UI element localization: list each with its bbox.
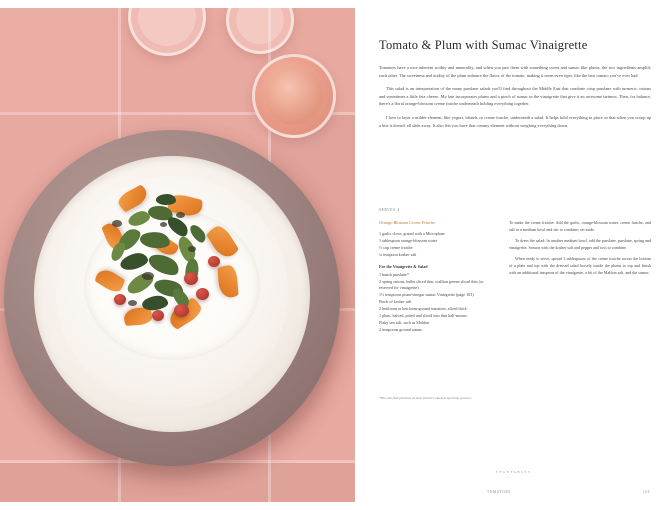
running-head: TOMATOES xyxy=(487,490,511,494)
intro-paragraph: Tomatoes have a nice inherent acidity and minerality, and when you pair them with something sweet and sumac like plums, the two ingredients amplify each other. The sweetness and acidity of the plum enhance the flavor of the tomato, making it seem even riper, like the best tomato you've ever had. xyxy=(379,65,651,78)
footnote: *You can find purslane at most farmers markets specialty grocers. xyxy=(379,396,472,400)
ingredient-item: 1 garlic clove, grated with a Microplane xyxy=(379,231,445,236)
wine-glass-inner xyxy=(138,8,196,46)
plate-well xyxy=(56,176,288,408)
intro-paragraph: This salad is an interpretation of the many purslane salads you'll find throughout the Middle East that combine crisp purslane with turmeric, onions and sometimes a little feta cheese. My late incorporates plums and a pinch of sumac in the vinaigrette that give it an awesome tartness. Then, for balance, there's a floral orange-blossom creme fraiche underneath holding everything together. xyxy=(379,86,651,107)
ingredient-item: Pinch of kosher salt xyxy=(379,299,412,305)
ingredients-column xyxy=(379,220,495,334)
method-column xyxy=(509,220,651,334)
sumac-sprinkle xyxy=(112,220,122,227)
cherry-tomato xyxy=(184,272,198,285)
ingredients-list-secondary xyxy=(379,272,495,333)
rose-wine-inner xyxy=(265,67,323,125)
recipe-intro xyxy=(379,64,651,135)
ingredient-item: 2 teaspoons ground sumac xyxy=(379,326,423,332)
wine-glass xyxy=(226,8,294,54)
wine-glass xyxy=(128,8,206,56)
cherry-tomato xyxy=(208,256,220,267)
ingredient-item: 2 heirloom or heirloom-ground tomatoes, sliced thick xyxy=(379,306,467,312)
method-step: To make the creme fraiche: Add the garlic, orange-blossom water, creme fraiche, and salt to a medium bowl and stir to combine; set aside. xyxy=(509,220,651,232)
cherry-tomato xyxy=(196,288,209,300)
ingredient-item: 1 bunch purslane* xyxy=(379,272,410,278)
ingredient-item: 2 spring onions, bulbs sliced thin, scallion greens sliced thin (or reserved for vinaigrette) xyxy=(379,279,484,291)
ingredient-item: 1½ teaspoons plum-vinegar sumac Vinaigrette (page 103) xyxy=(379,292,474,298)
recipe-text-page xyxy=(355,8,672,502)
plum-slice xyxy=(116,184,150,213)
serves-label: SERVES 4 xyxy=(379,208,400,212)
recipe-title: Tomato & Plum with Sumac Vinaigrette xyxy=(379,38,588,52)
cherry-tomato xyxy=(114,294,126,305)
sumac-sprinkle xyxy=(160,222,167,227)
method-step: When ready to serve, spread 3 tablespoons of the creme fraiche across the bottom of a plate and top with the dressed salad loosely inside the plums to top and finish with an additional teaspoon of the vinaigrette, a bit of the Maldon salt, and the sumac. xyxy=(509,256,651,275)
page-number: 104 xyxy=(642,490,650,494)
sumac-sprinkle xyxy=(176,212,185,218)
ingredients-list xyxy=(379,231,495,258)
sumac-sprinkle xyxy=(128,300,137,306)
ingredient-item: ½ cup creme fraiche xyxy=(379,244,413,250)
recipe-body-columns xyxy=(379,220,651,334)
ingredient-item: ¼ teaspoon kosher salt xyxy=(379,251,417,257)
ingredient-item: Flaky sea salt, such as Maldon xyxy=(379,319,430,325)
plate-rim xyxy=(34,156,310,432)
chapter-mark: VEGETABLES xyxy=(495,470,532,474)
tile-highlight xyxy=(0,8,118,112)
ingredients-heading: Orange-Blossom Creme Fraiche xyxy=(379,220,436,225)
intro-paragraph: I love to layer a milder element, like yogurt, labneh, or creme fraiche, underneath a salad. It helps hold everything in place so that when you scoop up a bite it doesn't all slide away. It also lets you have that creamy element without weighing everything down. xyxy=(379,114,651,128)
cherry-tomato xyxy=(152,310,164,321)
wine-glass-inner xyxy=(236,8,284,44)
ingredient-item: 1 tablespoon orange-blossom water xyxy=(379,237,438,243)
open-book-spread xyxy=(0,8,672,502)
purslane-leaf xyxy=(156,194,176,206)
ingredient-item: 1 plum, halved, pitted and sliced into thin half-moons xyxy=(379,313,467,319)
rose-wine-glass xyxy=(252,54,336,138)
sumac-sprinkle xyxy=(188,246,196,252)
sumac-sprinkle xyxy=(142,272,154,280)
ingredients-group-label: For the Vinaigrette & Salad xyxy=(379,264,428,270)
ceramic-plate xyxy=(4,130,340,466)
method-step: To dress the salad: In another medium bowl, add the purslane, purslane, spring and vinaigrette. Season with the kosher salt and pepper and toss to combine. xyxy=(509,238,651,250)
cherry-tomato xyxy=(174,304,189,317)
recipe-photo-page xyxy=(0,8,355,502)
